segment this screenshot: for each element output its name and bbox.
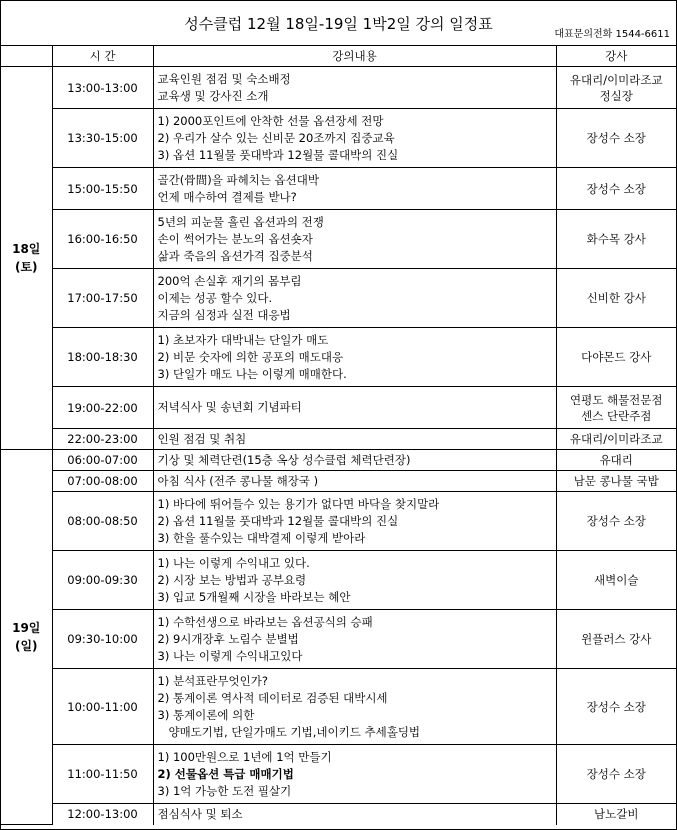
lecturer-name: 장성수 소장	[586, 767, 646, 781]
time-cell: 10:00-11:00	[52, 669, 153, 745]
lecturer-name: 센스 단란주점	[581, 408, 652, 423]
content-line: 2) 비문 숫자에 의한 공포의 매도대응	[157, 349, 344, 364]
lecturer-cell	[556, 492, 676, 551]
schedule-row	[1, 387, 676, 429]
lecturer-name: 화수목 강사	[586, 232, 646, 246]
lecturer-cell	[556, 610, 676, 669]
lecturer-cell	[556, 109, 676, 168]
content-line: 양매도기법, 단일가매도 기법,네이키드 추세홀딩법	[157, 724, 421, 739]
schedule-row	[1, 429, 676, 450]
lecturer-cell	[556, 269, 676, 328]
content-cell	[153, 745, 556, 804]
lecturer-name: 남노갈비	[594, 807, 639, 822]
content-line: 2) 통계이론 역사적 데이터로 검증된 대박시세	[157, 690, 388, 705]
time-cell: 13:30-15:00	[52, 109, 153, 168]
content-line: 삶과 죽음의 옵션가격 집중분석	[157, 248, 313, 263]
content-line: 아침 식사 (전주 콩나물 해장국 )	[157, 473, 319, 488]
lecturer-cell	[556, 804, 676, 825]
day-weekday: (일)	[14, 639, 38, 653]
day-label	[1, 67, 52, 450]
schedule-row	[1, 450, 676, 471]
content-cell	[153, 610, 556, 669]
time-cell: 06:00-07:00	[52, 450, 153, 471]
schedule-row	[1, 109, 676, 168]
lecturer-cell	[556, 450, 676, 471]
content-line: 지금의 심정과 실전 대응법	[157, 307, 291, 322]
content-cell	[153, 551, 556, 610]
schedule-row	[1, 67, 676, 109]
day-weekday: (토)	[14, 260, 38, 274]
time-cell: 16:00-16:50	[52, 210, 153, 269]
time-cell: 17:00-17:50	[52, 269, 153, 328]
content-line: 2) 9시개장후 노림수 분별법	[157, 631, 299, 646]
lecturer-name: 장성수 소장	[586, 131, 646, 145]
content-cell	[153, 67, 556, 109]
content-cell	[153, 492, 556, 551]
header-content: 강의내용	[153, 46, 556, 67]
time-cell: 18:00-18:30	[52, 328, 153, 387]
content-line: 인원 점검 및 취침	[157, 431, 247, 446]
lecturer-cell	[556, 67, 676, 109]
content-line: 3) 1억 가능한 도전 필살기	[157, 783, 292, 798]
content-line: 1) 나는 이렇게 수익내고 있다.	[157, 555, 310, 570]
lecturer-cell	[556, 387, 676, 429]
lecturer-name: 장성수 소장	[586, 699, 646, 714]
schedule-row	[1, 492, 676, 551]
contact-phone: 대표문의전화 1544-6611	[554, 29, 670, 40]
lecturer-name: 정실장	[599, 88, 633, 103]
content-cell	[153, 168, 556, 210]
page-title: 성수클럽 12월 18일-19일 1박2일 강의 일정표	[184, 15, 493, 33]
lecturer-name: 신비한 강사	[586, 291, 646, 305]
schedule-row	[1, 669, 676, 745]
day-date: 19일	[12, 621, 41, 635]
content-line: 이제는 성공 할수 있다.	[157, 290, 273, 305]
content-line: 1) 바다에 뛰어들수 있는 용기가 없다면 바닥을 찾지말라	[157, 496, 440, 511]
lecturer-cell	[556, 669, 676, 745]
lecturer-name: 다야몬드 강사	[581, 350, 652, 364]
schedule-row	[1, 551, 676, 610]
content-line: 2) 시장 보는 방법과 공부요령	[157, 572, 307, 587]
content-line: 3) 단일가 매도 나는 이렇게 매매한다.	[157, 366, 347, 381]
schedule-row	[1, 210, 676, 269]
content-cell	[153, 450, 556, 471]
day-label	[1, 450, 52, 825]
content-line: 200억 손실후 재기의 몸부림	[157, 273, 302, 288]
content-cell	[153, 429, 556, 450]
content-line: 3) 옵션 11월물 풋대박과 12월물 콜대박의 진실	[157, 147, 399, 162]
content-line: 언제 매수하여 결제를 받나?	[157, 189, 297, 204]
content-line: 5년의 피눈물 흘린 옵션과의 전쟁	[157, 214, 324, 229]
content-cell	[153, 109, 556, 168]
content-line: 1) 100만원으로 1년에 1억 만들기	[157, 749, 332, 764]
lecturer-cell	[556, 429, 676, 450]
lecturer-name: 유대리/이미라조교	[569, 72, 663, 87]
lecturer-cell	[556, 551, 676, 610]
header-row	[1, 46, 676, 67]
content-line: 3) 나는 이렇게 수익내고있다	[157, 648, 303, 663]
lecturer-cell	[556, 210, 676, 269]
content-cell	[153, 669, 556, 745]
content-line: 2) 우리가 살수 있는 신비문 20조까지 집중교육	[157, 130, 395, 145]
header-time: 시 간	[52, 46, 153, 67]
content-line: 점심식사 및 퇴소	[157, 806, 243, 821]
header-day-cell	[1, 46, 52, 67]
schedule-row	[1, 168, 676, 210]
content-line: 기상 및 체력단련(15층 옥상 성수클럽 체력단련장)	[157, 452, 411, 467]
content-line: 1) 분석표란무엇인가?	[157, 673, 268, 688]
time-cell: 22:00-23:00	[52, 429, 153, 450]
lecturer-cell	[556, 745, 676, 804]
content-line: 1) 초보자가 대박내는 단일가 매도	[157, 332, 329, 347]
header-lecturer: 강사	[556, 46, 676, 67]
content-line: 1) 수학선생으로 바라보는 옵션공식의 승패	[157, 614, 373, 629]
content-cell	[153, 328, 556, 387]
time-cell: 15:00-15:50	[52, 168, 153, 210]
lecturer-name: 남문 콩나물 국밥	[573, 474, 659, 488]
content-line: 저녁식사 및 송년회 기념파티	[157, 400, 302, 414]
time-cell: 09:00-09:30	[52, 551, 153, 610]
content-line: 3) 입교 5개월째 시장을 바라보는 혜안	[157, 589, 351, 604]
title-row	[1, 1, 676, 46]
lecturer-name: 유대리/이미라조교	[569, 432, 663, 446]
lecturer-name: 장성수 소장	[586, 514, 646, 528]
time-cell: 11:00-11:50	[52, 745, 153, 804]
schedule-row	[1, 471, 676, 492]
schedule-row	[1, 804, 676, 825]
content-line: 2) 옵션 11월물 풋대박과 12월물 콜대박의 진실	[157, 513, 399, 528]
lecturer-name: 유대리	[599, 453, 633, 467]
lecturer-name: 윈플러스 강사	[581, 632, 652, 646]
time-cell: 12:00-13:00	[52, 804, 153, 825]
content-cell	[153, 804, 556, 825]
day-date: 18일	[12, 242, 41, 256]
lecturer-cell	[556, 328, 676, 387]
schedule-row	[1, 745, 676, 804]
schedule-table	[1, 46, 676, 825]
lecturer-cell	[556, 168, 676, 210]
time-cell: 07:00-08:00	[52, 471, 153, 492]
content-cell	[153, 269, 556, 328]
lecturer-name: 새벽이슬	[594, 573, 639, 587]
time-cell: 13:00-13:00	[52, 67, 153, 109]
schedule-row	[1, 269, 676, 328]
content-cell	[153, 387, 556, 429]
lecturer-name: 장성수 소장	[586, 181, 646, 196]
content-line: 3) 한을 풀수있는 대박결제 이렇게 받아라	[157, 530, 366, 545]
content-line: 골간(骨間)을 파헤치는 옵션대박	[157, 172, 319, 187]
content-line: 3) 통계이론에 의한	[157, 707, 255, 722]
schedule-row	[1, 610, 676, 669]
content-line: 교육인원 점검 및 숙소배정	[157, 71, 291, 86]
time-cell: 09:30-10:00	[52, 610, 153, 669]
content-line: 2) 선물옵션 특급 매매기법	[157, 766, 294, 781]
content-line: 손이 썩어가는 분노의 옵션숏자	[157, 231, 313, 246]
content-cell	[153, 471, 556, 492]
time-cell: 19:00-22:00	[52, 387, 153, 429]
content-line: 1) 2000포인트에 안착한 선물 옵션장세 전망	[157, 113, 384, 128]
content-cell	[153, 210, 556, 269]
lecturer-cell	[556, 471, 676, 492]
content-line: 교육생 및 강사진 소개	[157, 88, 269, 103]
lecturer-name: 연평도 해물전문점	[569, 392, 663, 407]
schedule-row	[1, 328, 676, 387]
time-cell: 08:00-08:50	[52, 492, 153, 551]
